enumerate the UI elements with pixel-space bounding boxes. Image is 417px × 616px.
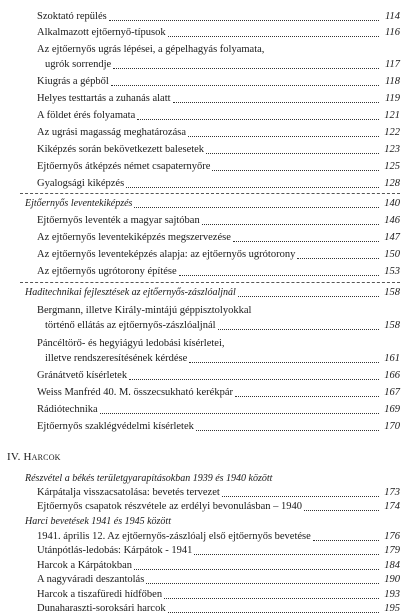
dot-leader: [202, 224, 379, 225]
toc-page-number: 153: [384, 266, 400, 277]
toc-page-number: 170: [384, 421, 400, 432]
toc-entry: [0, 386, 417, 400]
toc-entry-text: A földet érés folyamata: [37, 110, 136, 121]
dot-leader: [109, 20, 379, 21]
toc-entry-text: Harcok a tiszafüredi hídfőben: [37, 588, 163, 600]
toc-entry: [0, 486, 417, 500]
toc-page-number: 169: [384, 404, 400, 415]
toc-entry-text: Gyalogsági kiképzés: [37, 178, 125, 189]
toc-page-number: 128: [384, 178, 400, 189]
toc-entry-text: Páncéltörő- és hegyiágyú ledobási kísérletei,: [37, 338, 225, 349]
toc-entry: [0, 530, 417, 544]
toc-entry-text: Az ugrási magasság meghatározása: [37, 127, 186, 138]
toc-entry: [0, 420, 417, 434]
toc-entry: [0, 109, 417, 123]
toc-page-number: 147: [384, 232, 400, 243]
toc-entry-text: Az ejtőernyős ugrótorony építése: [37, 266, 177, 277]
toc-entry-text: Helyes testtartás a zuhanás alatt: [37, 93, 171, 104]
dot-leader: [134, 207, 379, 208]
toc-entry: [0, 43, 417, 57]
dot-leader: [235, 396, 379, 397]
dot-leader: [113, 68, 379, 69]
toc-page-number: 140: [384, 198, 400, 209]
dot-leader: [173, 102, 379, 103]
toc-page-number: 117: [385, 59, 400, 70]
toc-page-number: 195: [384, 603, 400, 614]
toc-page-number: 179: [384, 545, 400, 557]
toc-page-number: 125: [384, 161, 400, 172]
toc-entry-text: Ejtőernyős leventék a magyar sajtóban: [37, 215, 200, 226]
toc-entry: [0, 248, 417, 262]
dot-leader: [146, 583, 379, 584]
toc-entry: [0, 369, 417, 383]
toc-entry-text: Szoktató repülés: [37, 11, 107, 22]
toc-entry-text: A nagyváradi deszantolás: [37, 574, 145, 586]
toc-page-number: 158: [384, 320, 400, 331]
toc-page-number: 121: [384, 110, 400, 121]
toc-entry-text: Ejtőernyős átképzés német csapaternyőre: [37, 161, 211, 172]
toc-entry: [0, 231, 417, 245]
toc-subsection-heading: [0, 197, 417, 211]
dot-leader: [222, 496, 379, 497]
toc-entry: [0, 319, 417, 333]
dot-leader: [188, 136, 379, 137]
dot-leader: [168, 612, 379, 613]
toc-subsection-heading: [0, 286, 417, 300]
toc-entry: [0, 126, 417, 140]
toc-subsection-heading: [0, 515, 417, 529]
toc-subsection-heading: [0, 472, 417, 486]
toc-entry-text: Haditechnikai fejlesztések az ejtőernyős-zászlóaljnál: [25, 287, 236, 298]
toc-entry-text: Ejtőernyős leventekiképzés: [25, 198, 133, 209]
toc-entry: [0, 214, 417, 228]
toc-page-number: 150: [384, 249, 400, 260]
dot-leader: [189, 362, 379, 363]
chapter-title-text: Harcok: [23, 451, 61, 464]
toc-entry: [0, 26, 417, 40]
toc-page-number: 118: [385, 76, 400, 87]
toc-page-number: 190: [384, 574, 400, 586]
toc-page-number: 123: [384, 144, 400, 155]
dot-leader: [218, 329, 379, 330]
toc-entry: [0, 573, 417, 587]
dot-leader: [134, 569, 379, 570]
toc-entry-text: 1941. április 12. Az ejtőernyős-zászlóalj első ejtőernyős bevetése: [37, 531, 311, 542]
dot-leader: [179, 275, 379, 276]
toc-entry-text: Harcok a Kárpátokban: [37, 559, 133, 571]
toc-entry-text: ugrók sorrendje: [45, 59, 112, 70]
section-divider: [20, 193, 400, 194]
dot-leader: [304, 510, 379, 511]
toc-entry: [0, 304, 417, 318]
toc-entry: [0, 177, 417, 191]
toc-entry-text: Bergmann, illetve Király-mintájú géppisztolyokkal: [37, 305, 252, 316]
toc-entry-text: Alkalmazott ejtőernyő-típusok: [37, 27, 166, 38]
dot-leader: [233, 241, 379, 242]
toc-page-number: 158: [384, 287, 400, 298]
toc-entry: [0, 602, 417, 616]
toc-entry: [0, 544, 417, 558]
toc-page-number: 174: [384, 501, 400, 513]
toc-page-number: 122: [384, 127, 400, 138]
dot-leader: [100, 413, 379, 414]
toc-entry-text: Dunaharaszti-soroksári harcok: [37, 603, 166, 614]
toc-entry: [0, 160, 417, 174]
toc-page-number: 116: [385, 27, 400, 38]
chapter-numeral: IV.: [7, 451, 21, 464]
dot-leader: [129, 379, 379, 380]
toc-page-number: 119: [385, 93, 400, 104]
toc-page-number: 161: [384, 353, 400, 364]
dot-leader: [196, 430, 379, 431]
dot-leader: [212, 170, 379, 171]
dot-leader: [111, 85, 379, 86]
dot-leader: [238, 296, 379, 297]
toc-entry-text: történő ellátás az ejtőernyős-zászlóaljnál: [45, 320, 216, 331]
toc-entry-text: Gránátvető kísérletek: [37, 370, 128, 381]
toc-entry-text: Weiss Manfréd 40. M. összecsukható kerékpár: [37, 387, 233, 398]
toc-page-number: 193: [384, 588, 400, 600]
toc-page-number: 184: [384, 559, 400, 571]
toc-entry-text: Kiugrás a gépből: [37, 76, 109, 87]
toc-entry-text: Ejtőernyős csapatok részvétele az erdélyi bevonulásban – 1940: [37, 501, 303, 513]
dot-leader: [168, 36, 379, 37]
toc-entry: [0, 75, 417, 89]
dot-leader: [137, 119, 379, 120]
toc-entry-text: Ejtőernyős szaklégvédelmi kísérletek: [37, 421, 194, 432]
toc-page-number: 167: [384, 387, 400, 398]
dot-leader: [206, 153, 379, 154]
toc-entry: [0, 500, 417, 514]
toc-entry-text: Utánpótlás-ledobás: Kárpátok - 1941: [37, 545, 193, 557]
dot-leader: [164, 598, 379, 599]
toc-entry-text: Rádiótechnika: [37, 404, 98, 415]
toc-entry-text: Az ejtőernyős leventeképzés alapja: az ejtőernyős ugrótorony: [37, 249, 296, 260]
toc-entry: [0, 92, 417, 106]
dot-leader: [194, 554, 379, 555]
dot-leader: [313, 540, 379, 541]
toc-entry-text: Kárpátalja visszacsatolása: bevetés tervezet: [37, 486, 220, 498]
dot-leader: [297, 258, 379, 259]
toc-entry-text: Kiképzés során bekövetkezett balesetek: [37, 144, 205, 155]
toc-entry-text: illetve rendszeresítésének kérdése: [45, 353, 188, 364]
toc-entry-text: Harci bevetések 1941 és 1945 között: [25, 515, 171, 527]
toc-entry: [0, 403, 417, 417]
toc-entry-text: Az ejtőernyős ugrás lépései, a gépelhagyás folyamata,: [37, 44, 265, 55]
toc-page-number: 114: [385, 11, 400, 22]
toc-entry: [0, 265, 417, 279]
toc-entry: [0, 337, 417, 351]
toc-page-number: 146: [384, 215, 400, 226]
chapter-title: [7, 450, 61, 464]
toc-entry-text: Az ejtőernyős leventekiképzés megszervezése: [37, 232, 231, 243]
toc-entry: [0, 559, 417, 573]
toc-page-number: 166: [384, 370, 400, 381]
toc-entry: [0, 588, 417, 602]
toc-entry-text: Részvétel a békés területgyarapításokban 1939 és 1940 között: [25, 473, 273, 485]
toc-entry: [0, 352, 417, 366]
toc-page-number: 173: [384, 486, 400, 498]
dot-leader: [126, 187, 379, 188]
section-divider: [20, 282, 400, 283]
toc-entry: [0, 143, 417, 157]
toc-entry: [0, 10, 417, 24]
toc-page-number: 176: [384, 531, 400, 542]
toc-entry: [0, 58, 417, 72]
